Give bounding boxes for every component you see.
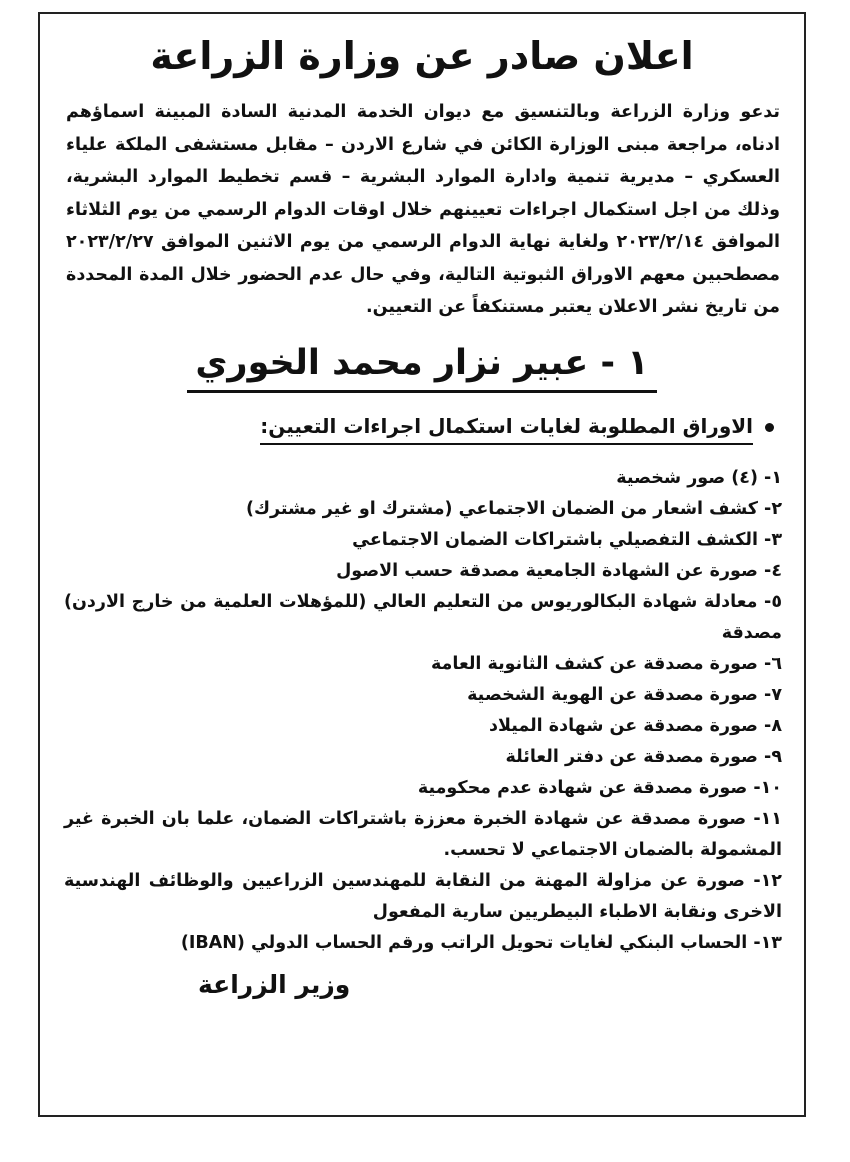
- document-item: ١١- صورة مصدقة عن شهادة الخبرة معززة باشتراكات الضمان، علما بان الخبرة غير المشمولة بالضمان الاجتماعي لا تحسب.: [64, 808, 782, 860]
- announcement-title: اعلان صادر عن وزارة الزراعة: [150, 34, 694, 78]
- documents-list: [64, 463, 782, 959]
- document-item: ١- (٤) صور شخصية: [616, 467, 782, 488]
- document-item: ٦- صورة مصدقة عن كشف الثانوية العامة: [430, 653, 782, 674]
- document-item: ١٠- صورة مصدقة عن شهادة عدم محكومية: [417, 777, 782, 798]
- documents-heading: [58, 411, 774, 445]
- intro-paragraph: تدعو وزارة الزراعة وبالتنسيق مع ديوان الخدمة المدنية السادة المبينة اسماؤهم ادناه، مراجعة مبنى الوزارة الكائن في شارع الاردن – مقابل مستشفى الملكة علياء العسكري – مديرية تنمية وادارة الموارد البشرية – قسم تخطيط الموارد البشرية، وذلك من اجل استكمال اجراءات تعيينهم خلال اوقات الدوام الرسمي من يوم الثلاثاء الموافق ٢٠٢٣/٢/١٤ ولغاية نهاية الدوام الرسمي من يوم الاثنين الموافق ٢٠٢٣/٢/٢٧ مصطحبين معهم الاوراق الثبوتية التالية، وفي حال عدم الحضور خلال المدة المحددة من تاريخ نشر الاعلان يعتبر مستنكفاً عن التعيين.: [66, 102, 780, 317]
- documents-heading-text: الاوراق المطلوبة لغايات استكمال اجراءات التعيين:: [260, 411, 753, 445]
- candidate-name: ١ - عبير نزار محمد الخوري: [187, 338, 656, 393]
- document-item: ٣- الكشف التفصيلي باشتراكات الضمان الاجتماعي: [352, 529, 782, 550]
- candidate-name-block: [58, 338, 786, 393]
- announcement-frame: [38, 12, 806, 1117]
- document-item: ١٣- الحساب البنكي لغايات تحويل الراتب ورقم الحساب الدولي (IBAN): [180, 932, 782, 953]
- document-item: ٩- صورة مصدقة عن دفتر العائلة: [505, 746, 782, 767]
- document-item: ٧- صورة مصدقة عن الهوية الشخصية: [467, 684, 782, 705]
- document-item: ٢- كشف اشعار من الضمان الاجتماعي (مشترك او غير مشترك): [245, 498, 782, 519]
- bullet-icon: [765, 423, 774, 432]
- document-item: ٥- معادلة شهادة البكالوريوس من التعليم العالي (للمؤهلات العلمية من خارج الاردن) مصدقة: [64, 591, 782, 643]
- signature: وزير الزراعة: [198, 969, 351, 999]
- document-item: ٨- صورة مصدقة عن شهادة الميلاد: [488, 715, 782, 736]
- document-item: ٤- صورة عن الشهادة الجامعية مصدقة حسب الاصول: [336, 560, 782, 581]
- document-item: ١٢- صورة عن مزاولة المهنة من النقابة للمهندسين الزراعيين والوظائف الهندسية الاخرى ونقابة الاطباء البيطريين سارية المفعول: [64, 870, 782, 922]
